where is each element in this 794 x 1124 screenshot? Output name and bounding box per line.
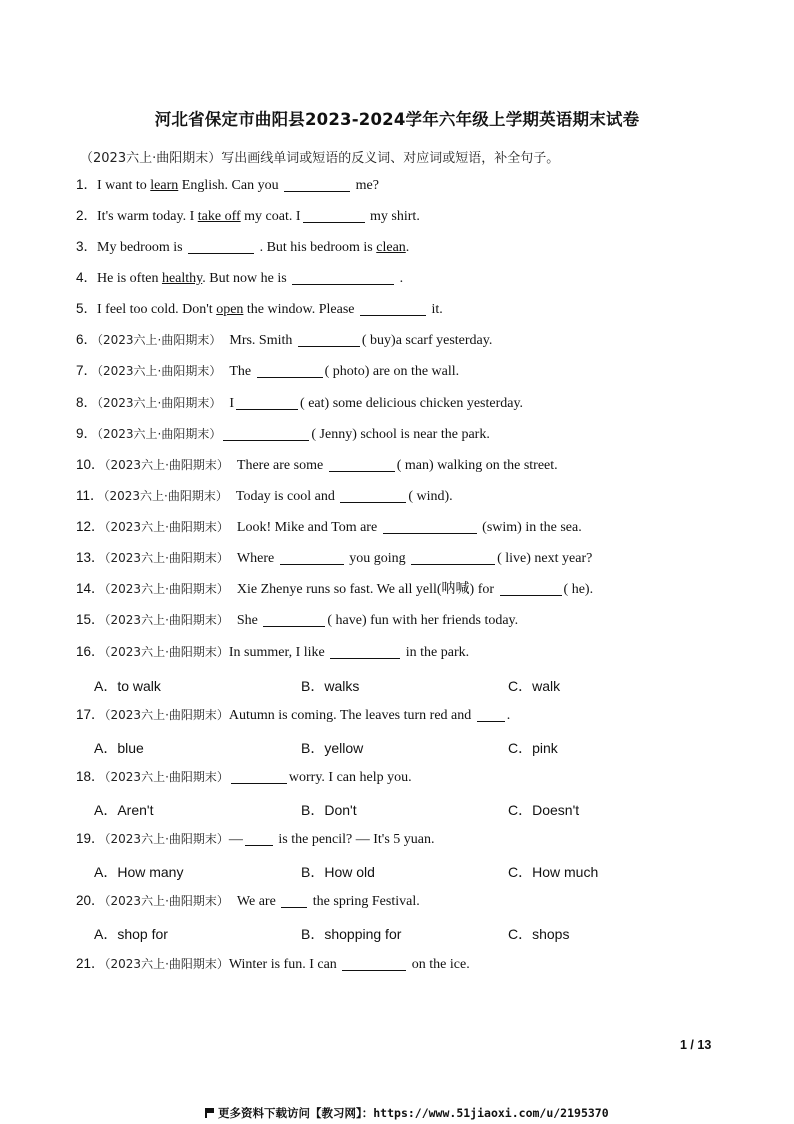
source-tag: （2023六上·曲阳期末）: [104, 957, 229, 971]
question-number: 16．: [76, 644, 105, 659]
question-16: 16．（2023六上·曲阳期末）In summer, I like in the park.: [76, 644, 470, 660]
option-b[interactable]: B．walks: [301, 678, 360, 694]
source-tag: （2023六上·曲阳期末）: [103, 489, 228, 503]
answer-blank[interactable]: [292, 270, 394, 285]
underlined-word: clean: [376, 240, 406, 255]
answer-blank[interactable]: [411, 550, 495, 565]
question-number: 12．: [76, 519, 105, 534]
question-18: 18．（2023六上·曲阳期末） worry. I can help you.: [76, 769, 412, 785]
source-tag: （2023六上·曲阳期末）: [104, 613, 229, 627]
option-b[interactable]: B．How old: [301, 864, 375, 880]
source-tag: （2023六上·曲阳期末）: [104, 582, 229, 596]
question-number: 18．: [76, 769, 105, 784]
answer-blank[interactable]: [223, 426, 309, 441]
question-19: 19．（2023六上·曲阳期末）— is the pencil? — It's 5 yuan.: [76, 831, 435, 847]
option-b[interactable]: B．Don't: [301, 802, 357, 818]
underlined-word: healthy: [161, 271, 203, 286]
question-number: 2．: [76, 208, 98, 223]
question-15: 15．（2023六上·曲阳期末） She ( have) fun with her friends today.: [76, 612, 519, 628]
question-8: 8．（2023六上·曲阳期末） I ( eat) some delicious chicken yesterday.: [76, 395, 524, 411]
footer-banner: [205, 1105, 609, 1121]
answer-blank[interactable]: [342, 956, 406, 971]
source-tag: （2023六上·曲阳期末）: [104, 708, 229, 722]
underlined-word: open: [216, 302, 244, 317]
question-20: 20．（2023六上·曲阳期末） We are the spring Festival.: [76, 893, 420, 909]
answer-blank[interactable]: [257, 363, 323, 378]
footer-text: 更多资料下载访问【教习网】：: [218, 1106, 374, 1120]
source-tag: （2023六上·曲阳期末）: [104, 770, 229, 784]
question-6: 6．（2023六上·曲阳期末） Mrs. Smith ( buy)a scarf yesterday.: [76, 332, 493, 348]
source-tag: （2023六上·曲阳期末）: [97, 364, 222, 378]
option-c[interactable]: C．Doesn't: [508, 802, 580, 818]
question-11: 11．（2023六上·曲阳期末） Today is cool and ( wind).: [76, 488, 453, 504]
question-4: 4．He is often healthy. But now he is .: [76, 270, 404, 286]
question-number: 15．: [76, 612, 105, 627]
source-tag: （2023六上·曲阳期末）: [104, 832, 229, 846]
instructions: （2023六上·曲阳期末）写出画线单词或短语的反义词、对应词或短语，补全句子。: [80, 151, 560, 166]
answer-blank[interactable]: [245, 831, 273, 846]
question-3: 3．My bedroom is . But his bedroom is clean.: [76, 239, 410, 255]
option-a[interactable]: A．Aren't: [94, 802, 154, 818]
question-number: 11．: [76, 488, 104, 503]
question-number: 20．: [76, 893, 105, 908]
question-number: 8．: [76, 395, 98, 410]
option-c[interactable]: C．pink: [508, 740, 558, 756]
question-number: 17．: [76, 707, 105, 722]
page-title: 河北省保定市曲阳县2023-2024学年六年级上学期英语期末试卷: [154, 110, 640, 129]
answer-blank[interactable]: [231, 769, 287, 784]
answer-blank[interactable]: [263, 612, 325, 627]
answer-blank[interactable]: [280, 550, 344, 565]
option-b[interactable]: B．shopping for: [301, 926, 402, 942]
answer-blank[interactable]: [340, 488, 406, 503]
answer-blank[interactable]: [188, 239, 254, 254]
underlined-word: take off: [197, 209, 241, 224]
underlined-word: learn: [150, 178, 179, 193]
source-tag: （2023六上·曲阳期末）: [97, 396, 222, 410]
source-tag: （2023六上·曲阳期末）: [97, 333, 222, 347]
answer-blank[interactable]: [281, 893, 307, 908]
answer-blank[interactable]: [383, 519, 477, 534]
answer-blank[interactable]: [500, 581, 562, 596]
question-number: 1．: [76, 177, 98, 192]
answer-blank[interactable]: [329, 457, 395, 472]
source-tag: （2023六上·曲阳期末）: [104, 645, 229, 659]
answer-blank[interactable]: [284, 177, 350, 192]
question-number: 14．: [76, 581, 105, 596]
answer-blank[interactable]: [477, 707, 505, 722]
question-number: 9．: [76, 426, 98, 441]
question-1: 1．I want to learn English. Can you me?: [76, 177, 379, 193]
page-number: 1 / 13: [680, 1038, 712, 1052]
question-number: 3．: [76, 239, 98, 254]
question-17: 17．（2023六上·曲阳期末）Autumn is coming. The leaves turn red and .: [76, 707, 511, 723]
question-number: 10．: [76, 457, 105, 472]
option-c[interactable]: C．How much: [508, 864, 599, 880]
source-tag: （2023六上·曲阳期末）: [104, 458, 229, 472]
question-number: 7．: [76, 363, 98, 378]
option-c[interactable]: C．shops: [508, 926, 570, 942]
question-21: 21．（2023六上·曲阳期末）Winter is fun. I can on the ice.: [76, 956, 470, 972]
answer-blank[interactable]: [236, 395, 298, 410]
question-7: 7．（2023六上·曲阳期末） The ( photo) are on the wall.: [76, 363, 460, 379]
question-5: 5．I feel too cold. Don't open the window. Please it.: [76, 301, 443, 317]
answer-blank[interactable]: [330, 644, 400, 659]
question-number: 19．: [76, 831, 105, 846]
source-tag: （2023六上·曲阳期末）: [104, 894, 229, 908]
flag-icon: [205, 1108, 214, 1118]
option-a[interactable]: A．blue: [94, 740, 144, 756]
answer-blank[interactable]: [303, 208, 365, 223]
question-number: 5．: [76, 301, 98, 316]
question-9: 9．（2023六上·曲阳期末） ( Jenny) school is near the park.: [76, 426, 490, 442]
question-12: 12．（2023六上·曲阳期末） Look! Mike and Tom are (swim) in the sea.: [76, 519, 582, 535]
option-c[interactable]: C．walk: [508, 678, 561, 694]
question-number: 6．: [76, 332, 98, 347]
source-tag: （2023六上·曲阳期末）: [104, 520, 229, 534]
source-tag: （2023六上·曲阳期末）: [97, 427, 222, 441]
answer-blank[interactable]: [298, 332, 360, 347]
option-a[interactable]: A．shop for: [94, 926, 168, 942]
question-14: 14．（2023六上·曲阳期末） Xie Zhenye runs so fast. We all yell(呐喊) for ( he).: [76, 581, 594, 597]
option-b[interactable]: B．yellow: [301, 740, 364, 756]
question-2: 2．It's warm today. I take off my coat. I my shirt.: [76, 208, 420, 224]
question-13: 13．（2023六上·曲阳期末） Where you going ( live) next year?: [76, 550, 593, 566]
option-a[interactable]: A．to walk: [94, 678, 161, 694]
source-tag: （2023六上·曲阳期末）: [104, 551, 229, 565]
question-number: 21．: [76, 956, 105, 971]
question-10: 10．（2023六上·曲阳期末） There are some ( man) walking on the street.: [76, 457, 558, 473]
answer-blank[interactable]: [360, 301, 426, 316]
footer-link[interactable]: https://www.51jiaoxi.com/u/2195370: [373, 1106, 609, 1120]
question-number: 4．: [76, 270, 98, 285]
option-a[interactable]: A．How many: [94, 864, 184, 880]
question-number: 13．: [76, 550, 105, 565]
